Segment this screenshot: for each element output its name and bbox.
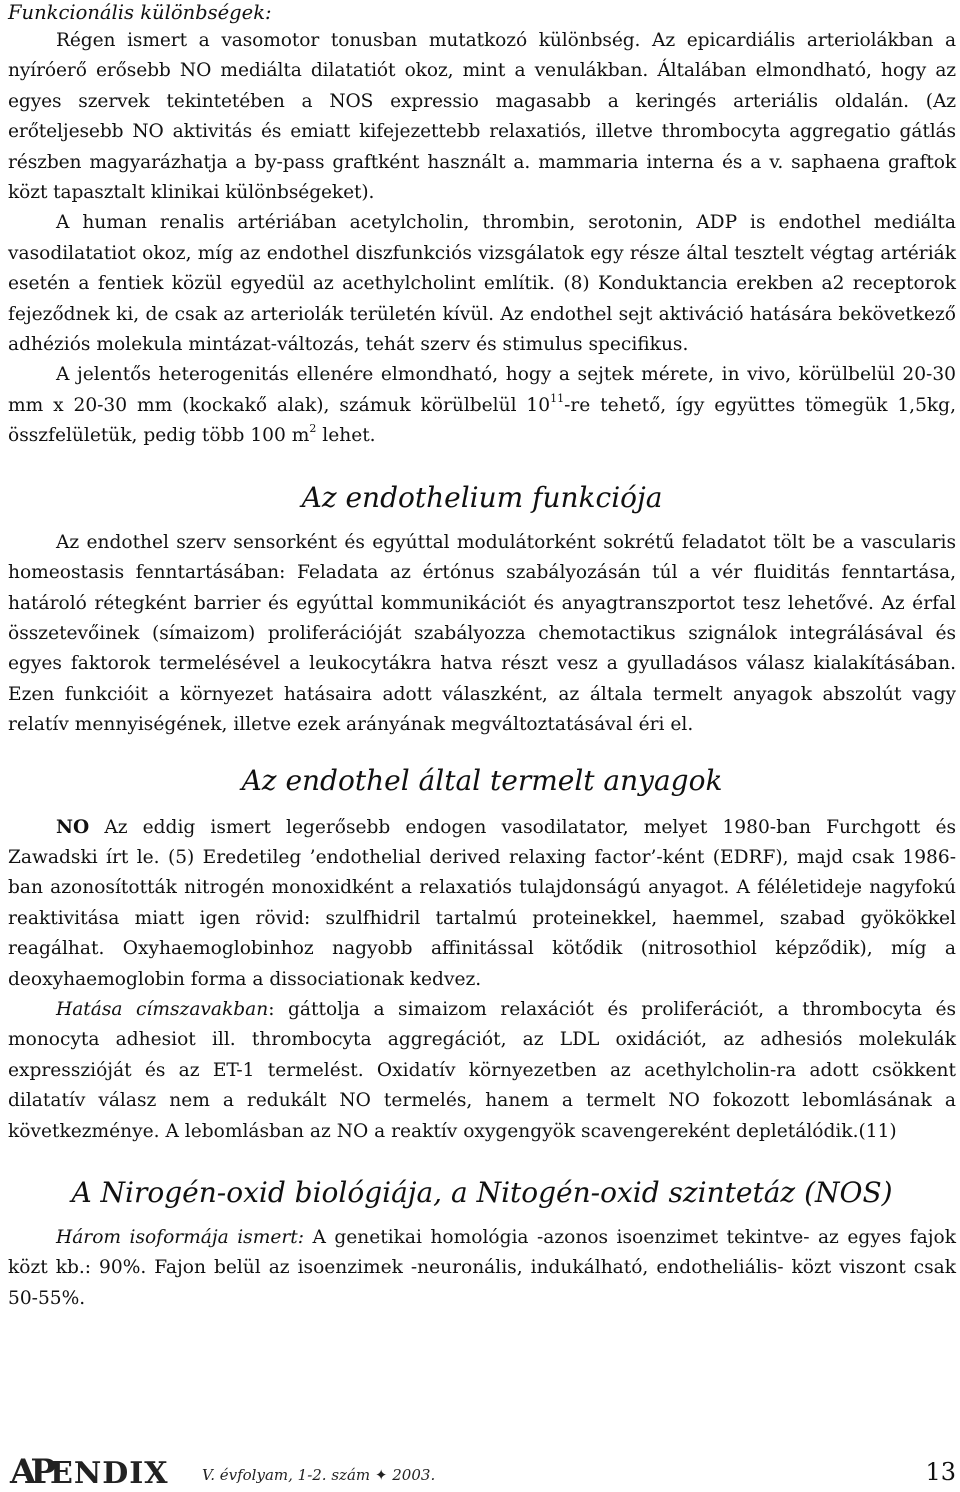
paragraph-text: lehet. [316, 425, 376, 447]
term-lead: NO [56, 816, 90, 838]
issue-info: V. évfolyam, 1-2. szám ✦ 2003. [202, 1466, 436, 1484]
term-lead: Három isoformája ismert: [56, 1227, 304, 1248]
paragraph: Az endothel szerv sensorként és egyúttal modulátorként sokrétű feladatot tölt be a vascularis homeostasis fenntartásában: Feladata az értónus szabályozásán túl a vér fluiditás fenntartása, határoló rétegként barrier és egyúttal kommunikációt és anyagtranszportot tesz lehetővé. Az érfal összetevőinek (símaizom) proliferációját szabályozza chemotactikus szignálok integrálásával és egyes faktorok termelésével a leukocytákra hatva részt vesz a gyulladásos válasz kialakításában. Ezen funkcióit a környezet hatásaira adott válaszként, az általa termelt anyagok abszolút vagy relatív mennyiségének, illetve ezek arányának megváltoztatásával éri el. [8, 531, 956, 736]
paragraph [8, 360, 956, 451]
paragraph [8, 1223, 956, 1314]
paragraph: A human renalis artériában acetylcholin, thrombin, serotonin, ADP is endothel mediálta vasodilatatiot okoz, míg az endothel diszfunkciós vizsgálatok egy része által tesztelt végtag artériák esetén a fentiek közül egyedül az acethylcholint említik. (8) Konduktancia erekben a2 receptorok fejeződnek ki, de csak az arteriolák területén kívül. Az endothel sejt aktiváció hatására bekövetkező adhéziós molekula mintázat-változás, tehát szerv és stimulus specifikus. [8, 212, 956, 356]
section-subheading: Funkcionális különbségek: [8, 1, 272, 24]
term-lead: Hatása címszavakban [56, 998, 269, 1020]
superscript: 11 [550, 391, 565, 405]
paragraph [8, 995, 956, 1147]
paragraph [8, 813, 956, 995]
section-heading: A Nirogén-oxid biológiája, a Nitogén-oxid szintetáz (NOS) [71, 1176, 893, 1209]
section-funkcionalis [8, 0, 956, 452]
paragraph: Régen ismert a vasomotor tonusban mutatkozó különbség. Az epicardiális arteriolákban a nyíróerő erősebb NO mediálta dilatatiót okoz, mint a venulákban. Általában elmondható, hogy az egyes szervek tekintetében a NOS expressio magasabb a keringés arteriális oldalán. (Az erőteljesebb NO aktivitás és emiatt kifejezettebb relaxatiós, illetve thrombocyta aggregatio gátlás részben magyarázhatja a by-pass graftként használt a. mammaria interna és a v. saphaena graftok közt tapasztalt klinikai különbségeket). [8, 30, 956, 204]
section-heading: Az endothel által termelt anyagok [241, 763, 723, 797]
page-number: 13 [925, 1458, 956, 1486]
page-footer [0, 1444, 960, 1490]
paragraph-text: A jelentős heterogenitás ellenére elmondható, hogy a sejtek mérete, in vivo, körülbelül 20-30 mm x 20-30 mm (kockakő alak), számuk körülbelül 10 [8, 364, 956, 416]
paragraph-text: Az eddig ismert legerősebb endogen vasodilatator, melyet 1980-ban Furchgott és Zawadski írt le. (5) Eredetileg ’endothelial derived relaxing factor’-ként (EDRF), majd csak 1986-ban azonosították nitrogén monoxidként a relaxatiós tulajdonságú anyagot. A féléletideje nagyfokú reaktivitása miatt igen rövid: szulfhidril tartalmú proteinekkel, haemmel, szabad gyökökkel reagálhat. Oxyhaemoglobinhoz nagyobb affinitással kötődik (nitrosothiol képződik), míg a deoxyhaemoglobin forma a dissociationak kedvez. [8, 816, 956, 990]
paragraph-text: A genetikai homológia -azonos isoenzimet tekintve- az egyes fajok közt kb.: 90%. Fajon belül az isoenzimek -neuronális, indukálható, endotheliális- közt viszont csak 50-55%. [8, 1227, 956, 1309]
star-icon: ✦ [374, 1466, 388, 1484]
paragraph-text: : gáttolja a simaizom relaxációt és proliferációt, a thrombocyta és monocyta adhesiot ill. thrombocyta aggregációt, az LDL oxidációt, az adhesiós molekulák expresszióját és az ET-1 termelést. Oxidatív környezetben az acethylcholin-ra adott csökkent dilatatív válasz nem a redukált NO termelés, hanem a termelt NO fokozott lebomlásának a következménye. A lebomlásban az NO a reaktív oxygengyök scavengereként depletálódik.(11) [8, 998, 956, 1142]
paragraph-text: -re tehető, így együttes tömegük 1,5kg, összfelületük, pedig több 100 m [8, 394, 956, 447]
section-heading: Az endothelium funkciója [301, 480, 663, 514]
superscript: 2 [309, 422, 317, 436]
article-page [8, 0, 956, 1314]
appendix-logo: APENDIX [10, 1452, 169, 1492]
